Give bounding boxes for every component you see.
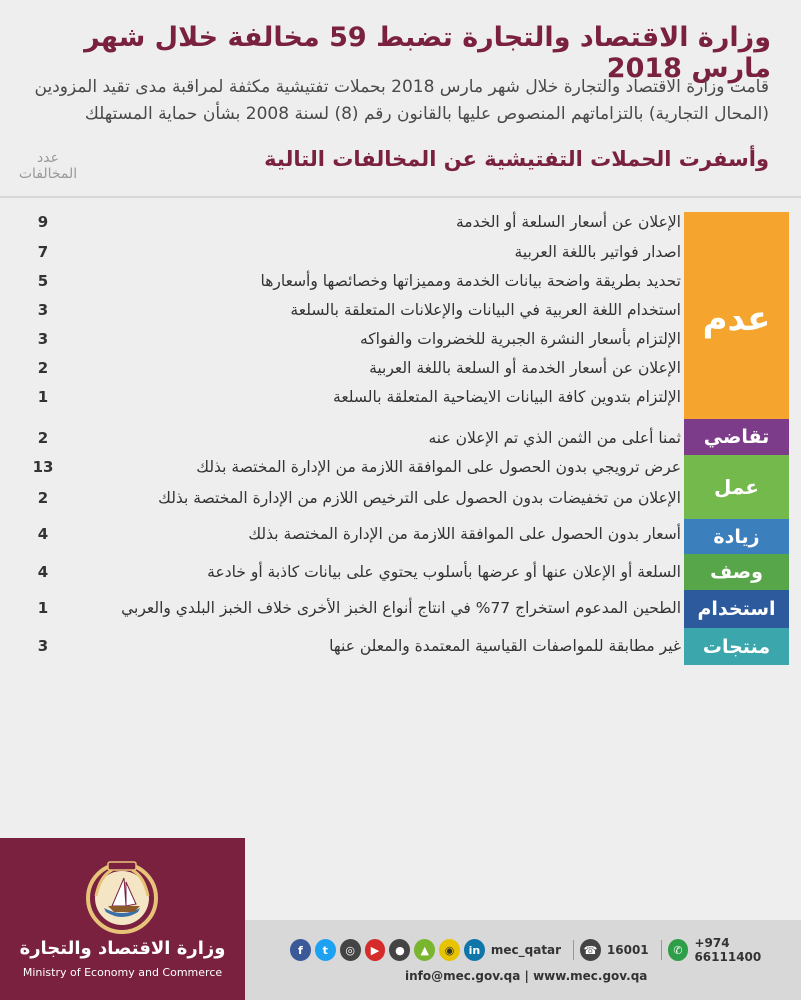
violation-text: الإلتزام بأسعار النشرة الجبرية للخضروات والفواكه <box>359 330 681 348</box>
list-item <box>0 267 801 295</box>
snapchat-icon[interactable]: ◉ <box>439 939 460 961</box>
violation-text: أسعار بدون الحصول على الموافقة اللازمة من الإدارة المختصة بذلك <box>248 525 681 543</box>
category-label: تقاضي <box>703 426 770 448</box>
list-item <box>0 325 801 353</box>
intro-line-2: (المحال التجارية) بالتزاماتهم المنصوص عليها بالقانون رقم (8) لسنة 2008 بشأن حماية المستهلك <box>84 104 769 124</box>
violation-count: 2 <box>37 489 49 507</box>
category-label: عمل <box>714 475 759 499</box>
violation-text: الإعلان من تخفيضات بدون الحصول على الترخيص اللازم من الإدارة المختصة بذلك <box>158 489 681 507</box>
facebook-icon[interactable]: f <box>290 939 311 961</box>
linkedin-icon[interactable]: in <box>464 939 485 961</box>
instagram-icon[interactable]: ◎ <box>340 939 361 961</box>
category-label: وصف <box>710 561 763 583</box>
violation-count: 3 <box>37 330 49 348</box>
list-item <box>0 296 801 324</box>
email-website-links[interactable]: info@mec.gov.qa | www.mec.gov.qa <box>405 969 648 983</box>
whatsapp-number[interactable]: +974 66111400 <box>694 936 762 964</box>
violation-text: استخدام اللغة العربية في البيانات والإعلانات المتعلقة بالسلعة <box>290 301 681 319</box>
violation-count: 3 <box>37 301 49 319</box>
divider <box>573 940 574 960</box>
whatsapp-icon: ✆ <box>668 939 689 961</box>
phone-number[interactable]: 16001 <box>606 943 649 957</box>
count-column-header <box>8 150 88 182</box>
violation-count: 13 <box>32 458 54 476</box>
violation-count: 2 <box>37 359 49 377</box>
category-label: عدم <box>702 298 771 339</box>
violation-text: تحديد بطريقة واضحة بيانات الخدمة ومميزاتها وخصائصها وأسعارها <box>260 272 681 290</box>
ministry-name-arabic: وزارة الاقتصاد والتجارة <box>19 938 226 959</box>
intro-paragraph <box>28 74 769 128</box>
list-item <box>0 520 801 548</box>
category-label: زيادة <box>713 525 760 548</box>
count-header-line-2: المخالفات <box>18 166 78 182</box>
phone-icon: ☎ <box>580 939 601 961</box>
qatar-emblem-icon <box>82 856 162 938</box>
list-item <box>0 383 801 411</box>
violation-text: ثمنا أعلى من الثمن الذي تم الإعلان عنه <box>428 429 681 447</box>
divider <box>661 940 662 960</box>
violation-text: غير مطابقة للمواصفات القياسية المعتمدة والمعلن عنها <box>329 637 681 655</box>
list-item <box>0 208 801 236</box>
violation-count: 9 <box>37 213 49 231</box>
violation-count: 7 <box>37 243 49 261</box>
violation-text: عرض ترويجي بدون الحصول على الموافقة اللازمة من الإدارة المختصة بذلك <box>196 458 681 476</box>
violation-count: 4 <box>37 525 49 543</box>
list-item <box>0 354 801 382</box>
ministry-name-english: Ministry of Economy and Commerce <box>22 966 223 979</box>
violation-count: 1 <box>37 599 49 617</box>
violation-count: 2 <box>37 429 49 447</box>
android-icon[interactable]: ▲ <box>414 939 435 961</box>
violation-count: 4 <box>37 563 49 581</box>
category-label: استخدام <box>697 598 776 620</box>
list-item <box>0 594 801 622</box>
header-divider <box>0 196 801 198</box>
list-item <box>0 453 801 481</box>
violation-text: الإلتزام بتدوين كافة البيانات الايضاحية المتعلقة بالسلعة <box>333 388 681 406</box>
violation-text: الإعلان عن أسعار الخدمة أو السلعة باللغة العربية <box>369 359 681 377</box>
youtube-icon[interactable]: ▶ <box>365 939 386 961</box>
list-item <box>0 238 801 266</box>
intro-line-1: قامت وزارة الاقتصاد والتجارة خلال شهر مارس 2018 بحملات تفتيشية مكثفة لمراقبة مدى تقيد المزودين <box>34 77 769 97</box>
violation-text: السلعة أو الإعلان عنها أو عرضها بأسلوب يحتوي على بيانات كاذبة أو خادعة <box>207 563 681 581</box>
violation-text: اصدار فواتير باللغة العربية <box>514 243 681 261</box>
social-links <box>290 937 801 963</box>
violation-text: الطحين المدعوم استخراج 77% في انتاج أنواع الخبز الأخرى خلاف الخبز البلدي والعربي <box>121 599 681 617</box>
apple-icon[interactable]: ● <box>389 939 410 961</box>
count-header-line-1: عدد <box>37 150 59 166</box>
category-label: منتجات <box>702 635 771 658</box>
list-item <box>0 558 801 586</box>
social-handle[interactable]: mec_qatar <box>490 943 562 957</box>
violation-count: 3 <box>37 637 49 655</box>
page-title: وزارة الاقتصاد والتجارة تضبط 59 مخالفة خلال شهر مارس 2018 <box>84 22 771 84</box>
list-item <box>0 632 801 660</box>
violation-count: 5 <box>37 272 49 290</box>
list-item <box>0 484 801 512</box>
violation-text: الإعلان عن أسعار السلعة أو الخدمة <box>455 213 681 231</box>
violation-count: 1 <box>37 388 49 406</box>
list-item <box>0 424 801 452</box>
section-subtitle: وأسفرت الحملات التفتيشية عن المخالفات التالية <box>264 147 769 171</box>
twitter-icon[interactable]: t <box>315 939 336 961</box>
